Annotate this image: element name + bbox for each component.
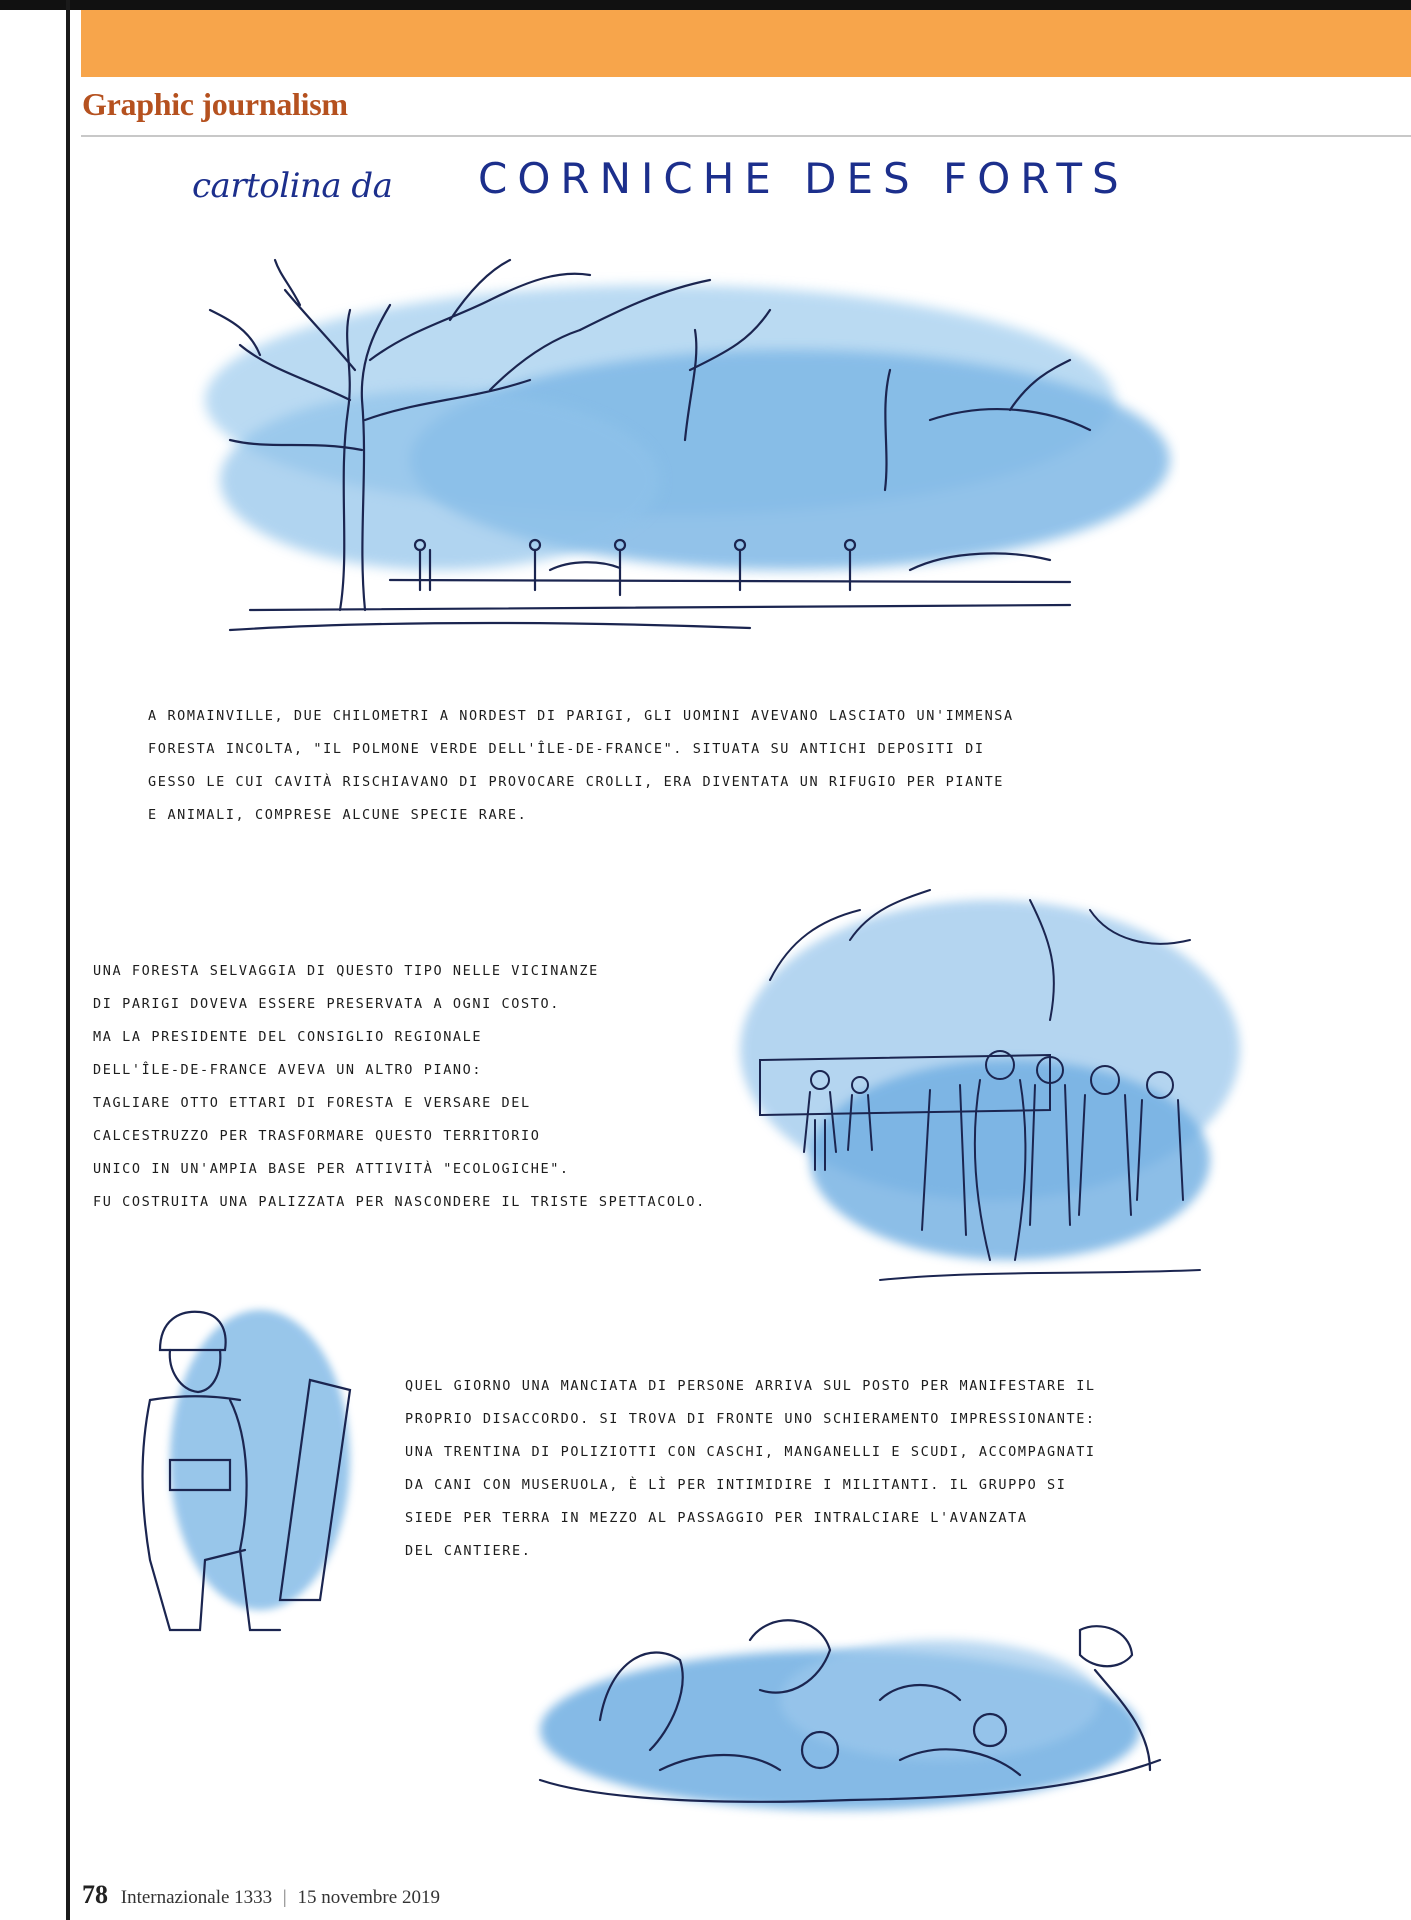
police-officer-illustration	[110, 1300, 360, 1660]
caption-line: QUEL GIORNO UNA MANCIATA DI PERSONE ARRIVA SUL POSTO PER MANIFESTARE IL	[405, 1378, 1096, 1394]
top-black-bar	[0, 0, 1411, 10]
left-margin-rule	[66, 0, 70, 1920]
comic-title-prefix: cartolina da	[192, 166, 393, 206]
caption-line: A ROMAINVILLE, DUE CHILOMETRI A NORDEST DI PARIGI, GLI UOMINI AVEVANO LASCIATO UN'IMMENSA	[148, 708, 1014, 724]
page-footer	[82, 1880, 440, 1910]
caption-line: UNICO IN UN'AMPIA BASE PER ATTIVITÀ "ECOLOGICHE".	[93, 1161, 570, 1177]
park-trees-illustration	[190, 250, 1180, 670]
caption-line: DELL'ÎLE-DE-FRANCE AVEVA UN ALTRO PIANO:	[93, 1062, 483, 1078]
caption-line: UNA TRENTINA DI POLIZIOTTI CON CASCHI, MANGANELLI E SCUDI, ACCOMPAGNATI	[405, 1444, 1096, 1460]
section-title: Graphic journalism	[82, 86, 348, 122]
caption-line: FU COSTRUITA UNA PALIZZATA PER NASCONDERE IL TRISTE SPETTACOLO.	[93, 1194, 706, 1210]
page-number: 78	[82, 1880, 108, 1909]
caption-line: DI PARIGI DOVEVA ESSERE PRESERVATA A OGNI COSTO.	[93, 996, 560, 1012]
caption-paragraph-2	[93, 955, 706, 1219]
header-band	[81, 10, 1411, 77]
section-divider	[81, 135, 1411, 137]
magazine-issue: Internazionale 1333	[120, 1887, 273, 1908]
caption-line: DA CANI CON MUSERUOLA, È LÌ PER INTIMIDIRE I MILITANTI. IL GRUPPO SI	[405, 1477, 1067, 1493]
caption-line: DEL CANTIERE.	[405, 1543, 532, 1559]
caption-line: GESSO LE CUI CAVITÀ RISCHIAVANO DI PROVOCARE CROLLI, ERA DIVENTATA UN RIFUGIO PER PIANTE	[148, 774, 1005, 790]
caption-line: TAGLIARE OTTO ETTARI DI FORESTA E VERSARE DEL	[93, 1095, 531, 1111]
sit-in-group-illustration	[520, 1600, 1180, 1830]
caption-line: SIEDE PER TERRA IN MEZZO AL PASSAGGIO PER INTRALCIARE L'AVANZATA	[405, 1510, 1028, 1526]
comic-title-main: CORNICHE DES FORTS	[478, 154, 1129, 203]
comic-title	[190, 150, 1170, 210]
caption-line: E ANIMALI, COMPRESE ALCUNE SPECIE RARE.	[148, 807, 528, 823]
footer-separator: |	[282, 1887, 287, 1908]
caption-line: MA LA PRESIDENTE DEL CONSIGLIO REGIONALE	[93, 1029, 483, 1045]
issue-date: 15 novembre 2019	[297, 1887, 440, 1908]
caption-paragraph-3	[405, 1370, 1096, 1568]
caption-line: CALCESTRUZZO PER TRASFORMARE QUESTO TERRITORIO	[93, 1128, 541, 1144]
caption-paragraph-1	[148, 700, 1014, 832]
caption-line: FORESTA INCOLTA, "IL POLMONE VERDE DELL'ÎLE-DE-FRANCE". SITUATA SU ANTICHI DEPOSITI DI	[148, 741, 985, 757]
caption-line: UNA FORESTA SELVAGGIA DI QUESTO TIPO NELLE VICINANZE	[93, 963, 599, 979]
caption-line: PROPRIO DISACCORDO. SI TROVA DI FRONTE UNO SCHIERAMENTO IMPRESSIONANTE:	[405, 1411, 1096, 1427]
protesters-illustration	[730, 880, 1250, 1300]
